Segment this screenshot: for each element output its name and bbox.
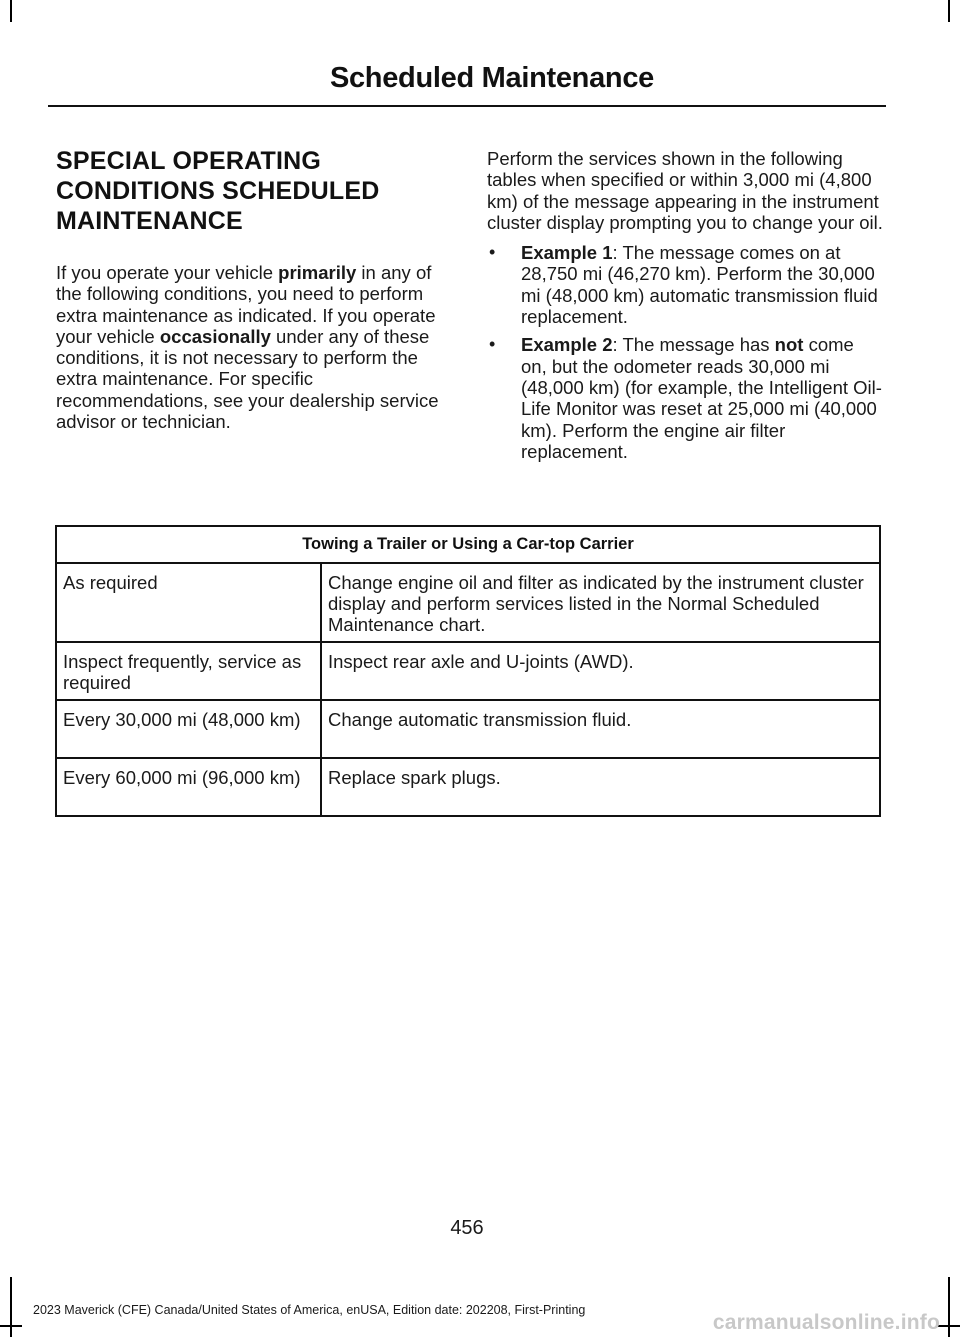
example-label: Example 2 [521, 334, 613, 356]
services-paragraph: Perform the services shown in the following tables when specified or within 3,000 mi (4,800 km) of the message appearing in the instrument cluster display prompting you to change your oil. [487, 148, 883, 233]
crop-mark [0, 1325, 22, 1327]
table-row [57, 701, 879, 759]
example-label: Example 1 [521, 242, 613, 264]
bullet-marker: • [489, 334, 496, 355]
crop-mark [10, 0, 12, 22]
table-row [57, 759, 879, 815]
list-item: • Example 1: The message comes on at 28,750 mi (46,270 km). Perform the 30,000 mi (48,000 km) automatic transmission fluid replacement. [489, 242, 878, 328]
interval-cell: Every 60,000 mi (96,000 km) [57, 759, 322, 815]
service-cell: Replace spark plugs. [328, 767, 501, 788]
example-list [487, 242, 883, 462]
interval-cell: Inspect frequently, service as required [57, 643, 322, 699]
header-rule [48, 105, 886, 107]
left-column [56, 146, 448, 432]
emphasis-occasionally: occasionally [159, 325, 271, 347]
maintenance-table [55, 525, 881, 817]
running-head: Scheduled Maintenance [329, 62, 654, 94]
section-title-line: MAINTENANCE [56, 207, 243, 235]
section-title-line: SPECIAL OPERATING [56, 147, 322, 175]
watermark: carmanualsonline.info [712, 1311, 940, 1334]
table-caption: Towing a Trailer or Using a Car-top Carrier [57, 527, 879, 564]
right-column [487, 148, 883, 469]
footer-edition-text: 2023 Maverick (CFE) Canada/United States of America, enUSA, Edition date: 202208, First-Printing [33, 1303, 586, 1317]
service-cell: Change automatic transmission fluid. [328, 709, 632, 730]
crop-mark [948, 0, 950, 22]
emphasis-primarily: primarily [278, 262, 357, 283]
section-title-line: CONDITIONS SCHEDULED [56, 177, 380, 205]
interval-cell: As required [57, 564, 322, 641]
crop-mark [10, 1277, 12, 1337]
bullet-marker: • [489, 242, 496, 263]
list-item: • Example 2: The message has not come on, but the odometer reads 30,000 mi (48,000 km) (for example, the Intelligent Oil-Life Monitor was reset at 25,000 mi (40,000 km). Perform the engine air filter replacement. [489, 334, 882, 462]
section-title [56, 146, 448, 236]
page-number: 456 [450, 1217, 484, 1239]
interval-cell: Every 30,000 mi (48,000 km) [57, 701, 322, 757]
table-row [57, 643, 879, 701]
intro-paragraph: If you operate your vehicle primarily in any of the following conditions, you need to perform extra maintenance as indicated. If you operate your vehicle occasionally under any of these conditions, it is not necessary to perform the extra maintenance. For specific recommendations, see your dealership service advisor or technician. [56, 262, 439, 433]
service-cell: Inspect rear axle and U-joints (AWD). [328, 651, 634, 672]
table-row [57, 564, 879, 643]
service-cell: Change engine oil and filter as indicated by the instrument cluster display and perform services listed in the Normal Scheduled Maintenance chart. [328, 572, 864, 635]
crop-mark [948, 1277, 950, 1337]
emphasis-not: not [774, 334, 804, 356]
crop-mark [938, 1325, 960, 1327]
